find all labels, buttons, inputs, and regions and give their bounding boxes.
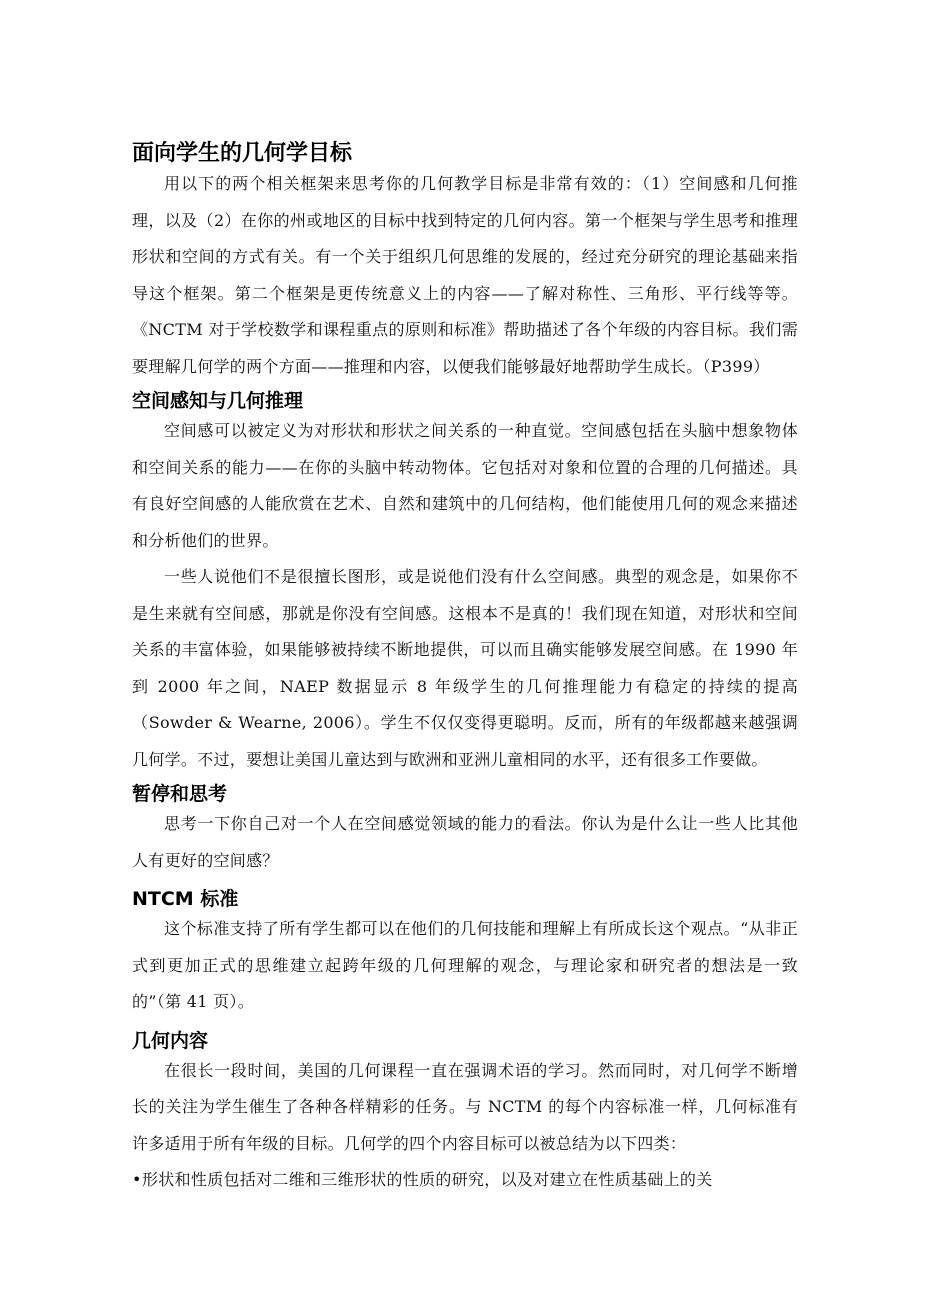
section-heading-standards: NTCM 标准	[132, 888, 239, 910]
document-page	[132, 138, 798, 1199]
list-item-text: 形状和性质包括对二维和三维形状的性质的研究，以及对建立在性质基础上的关	[142, 1170, 713, 1189]
paragraph: 这个标准支持了所有学生都可以在他们的几何技能和理解上有所成长这个观点。“从非正式到更加正式的思维建立起跨年级的几何理解的观念，与理论家和研究者的想法是一致的”（第 41 页）。	[132, 919, 798, 1011]
paragraph: 一些人说他们不是很擅长图形，或是说他们没有什么空间感。典型的观念是，如果你不是生来就有空间感，那就是你没有空间感。这根本不是真的！我们现在知道，对形状和空间关系的丰富体验，如果能够被持续不断地提供，可以而且确实能够发展空间感。在 1990 年到 2000 年之间，NAEP 数据显示 8 年级学生的几何推理能力有稳定的持续的提高（Sowder & Wearne, 2006）。学生不仅仅变得更聪明。反而，所有的年级都越来越强调几何学。不过，要想让美国儿童达到与欧洲和亚洲儿童相同的水平，还有很多工作要做。	[132, 567, 798, 769]
paragraph: 在很长一段时间，美国的几何课程一直在强调术语的学习。然而同时，对几何学不断增长的关注为学生催生了各种各样精彩的任务。与 NCTM 的每个内容标准一样，几何标准有许多适用于所有年级的目标。几何学的四个内容目标可以被总结为以下四类：	[132, 1060, 798, 1153]
paragraph: 用以下的两个相关框架来思考你的几何教学目标是非常有效的：（1）空间感和几何推理，以及（2）在你的州或地区的目标中找到特定的几何内容。第一个框架与学生思考和推理形状和空间的方式有关。有一个关于组织几何思维的发展的，经过充分研究的理论基础来指导这个框架。第二个框架是更传统意义上的内容——了解对称性、三角形、平行线等等。《NCTM 对于学校数学和课程重点的原则和标准》帮助描述了各个年级的内容目标。我们需要理解几何学的两个方面——推理和内容，以便我们能够最好地帮助学生成长。（P399）	[132, 174, 798, 376]
paragraph: 空间感可以被定义为对形状和形状之间关系的一种直觉。空间感包括在头脑中想象物体和空间关系的能力——在你的头脑中转动物体。它包括对对象和位置的合理的几何描述。具有良好空间感的人能欣赏在艺术、自然和建筑中的几何结构，他们能使用几何的观念来描述和分析他们的世界。	[132, 421, 798, 550]
section-heading-spatial-sense: 空间感知与几何推理	[132, 390, 304, 412]
bullet-icon: •	[132, 1170, 142, 1189]
section-heading-goals: 面向学生的几何学目标	[132, 141, 353, 166]
section-heading-geometry-content: 几何内容	[132, 1029, 209, 1052]
content-goals-list	[132, 1162, 798, 1199]
paragraph: 思考一下你自己对一个人在空间感觉领域的能力的看法。你认为是什么让一些人比其他人有更好的空间感？	[132, 814, 798, 870]
list-item	[132, 1162, 798, 1199]
section-heading-pause-and-reflect: 暂停和思考	[132, 783, 228, 805]
